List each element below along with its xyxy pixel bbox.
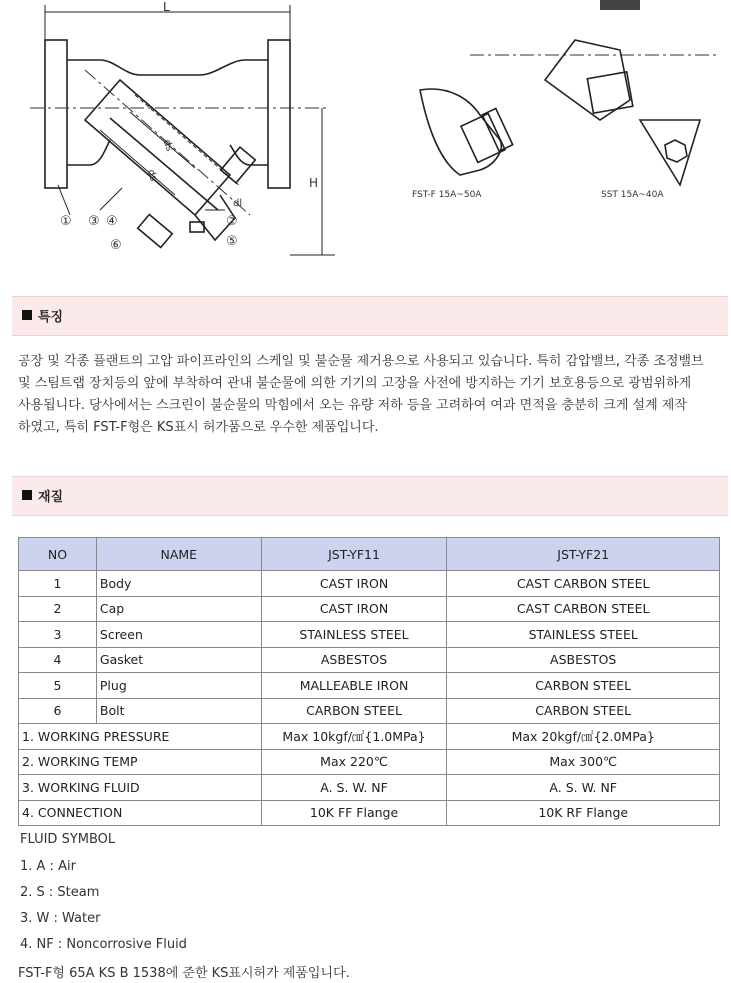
table-row	[19, 622, 720, 648]
dimension-label-length: L	[163, 0, 170, 14]
part-marker: ①	[60, 214, 72, 229]
spec-label: 2. WORKING TEMP	[19, 749, 262, 775]
spec-yf11: Max 10kgf/㎠{1.0MPa}	[261, 724, 447, 750]
material-title: 재질	[38, 490, 64, 505]
bullet-square-icon	[22, 490, 32, 500]
features-header	[12, 296, 728, 336]
spec-label: 1. WORKING PRESSURE	[19, 724, 262, 750]
cell-name: Screen	[96, 622, 261, 648]
cell-no: 6	[19, 698, 97, 724]
cell-no: 1	[19, 571, 97, 597]
features-title: 특징	[38, 310, 64, 325]
cell-name: Plug	[96, 673, 261, 699]
material-header	[12, 476, 728, 516]
material-table	[18, 537, 720, 826]
part-marker: ②	[226, 214, 238, 229]
cell-name: Bolt	[96, 698, 261, 724]
cell-yf11: CAST IRON	[261, 571, 447, 597]
cell-name: Body	[96, 571, 261, 597]
spec-row	[19, 800, 720, 826]
cell-yf21: ASBESTOS	[447, 647, 720, 673]
cell-no: 3	[19, 622, 97, 648]
technical-drawing	[0, 0, 731, 285]
cell-name: Gasket	[96, 647, 261, 673]
cell-yf21: CAST CARBON STEEL	[447, 571, 720, 597]
spec-row	[19, 775, 720, 801]
header-no: NO	[19, 538, 97, 571]
spec-yf11: 10K FF Flange	[261, 800, 447, 826]
fluid-item: 3. W : Water	[20, 911, 101, 926]
table-row	[19, 698, 720, 724]
fluid-item: 4. NF : Noncorrosive Fluid	[20, 937, 187, 952]
cell-yf11: STAINLESS STEEL	[261, 622, 447, 648]
spec-label: 4. CONNECTION	[19, 800, 262, 826]
table-header-row	[19, 538, 720, 571]
dimension-label-ds-upper: ds	[160, 138, 175, 153]
features-description: 공장 및 각종 플랜트의 고압 파이프라인의 스케일 및 불순물 제거용으로 사용되고 있습니다. 특히 감압밸브, 각종 조정밸브 및 스팀트랩 장치등의 앞에 부착하여 관내 불순물에 의한 기기의 고장을 사전에 방지하는 기기 보호용등으로 광범위하게 사용됩니다. 당사에서는 스크린이 불순물의 막힘에서 오는 유량 저하 등을 고려하여 여과 면적을 충분히 크게 설계 제작 하였고, 특히 FST-F형은 KS표시 허가품으로 우수한 제품입니다.	[18, 354, 704, 435]
part-marker: ④	[106, 214, 118, 229]
fluid-item: 2. S : Steam	[20, 885, 100, 900]
spec-yf11: Max 220℃	[261, 749, 447, 775]
spec-yf21: A. S. W. NF	[447, 775, 720, 801]
dimension-label-ds-lower: ds	[144, 168, 159, 183]
caption-sst: SST 15A~40A	[601, 190, 664, 200]
header-yf21: JST-YF21	[447, 538, 720, 571]
cell-yf21: CARBON STEEL	[447, 673, 720, 699]
fluid-item: 1. A : Air	[20, 859, 76, 874]
part-marker: ⑤	[226, 234, 238, 249]
cell-yf21: STAINLESS STEEL	[447, 622, 720, 648]
table-row	[19, 571, 720, 597]
cell-yf21: CAST CARBON STEEL	[447, 596, 720, 622]
cell-no: 4	[19, 647, 97, 673]
spec-yf21: Max 300℃	[447, 749, 720, 775]
cell-yf11: CARBON STEEL	[261, 698, 447, 724]
caption-fst: FST-F 15A~50A	[412, 190, 482, 200]
fluid-symbol-title: FLUID SYMBOL	[20, 832, 116, 847]
bullet-square-icon	[22, 310, 32, 320]
spec-row	[19, 749, 720, 775]
header-name: NAME	[96, 538, 261, 571]
cell-no: 2	[19, 596, 97, 622]
dimension-label-dl: dl	[233, 198, 243, 209]
spec-yf11: A. S. W. NF	[261, 775, 447, 801]
spec-yf21: 10K RF Flange	[447, 800, 720, 826]
cell-yf11: MALLEABLE IRON	[261, 673, 447, 699]
ks-footnote: FST-F형 65A KS B 1538에 준한 KS표시허가 제품입니다.	[18, 966, 350, 981]
cell-yf21: CARBON STEEL	[447, 698, 720, 724]
table-row	[19, 596, 720, 622]
dimension-label-height: H	[309, 176, 319, 190]
spec-row	[19, 724, 720, 750]
cell-yf11: ASBESTOS	[261, 647, 447, 673]
table-row	[19, 673, 720, 699]
cell-no: 5	[19, 673, 97, 699]
part-marker: ③	[88, 214, 100, 229]
table-row	[19, 647, 720, 673]
part-marker: ⑥	[110, 238, 122, 253]
header-yf11: JST-YF11	[261, 538, 447, 571]
spec-yf21: Max 20kgf/㎠{2.0MPa}	[447, 724, 720, 750]
spec-label: 3. WORKING FLUID	[19, 775, 262, 801]
cell-yf11: CAST IRON	[261, 596, 447, 622]
cell-name: Cap	[96, 596, 261, 622]
